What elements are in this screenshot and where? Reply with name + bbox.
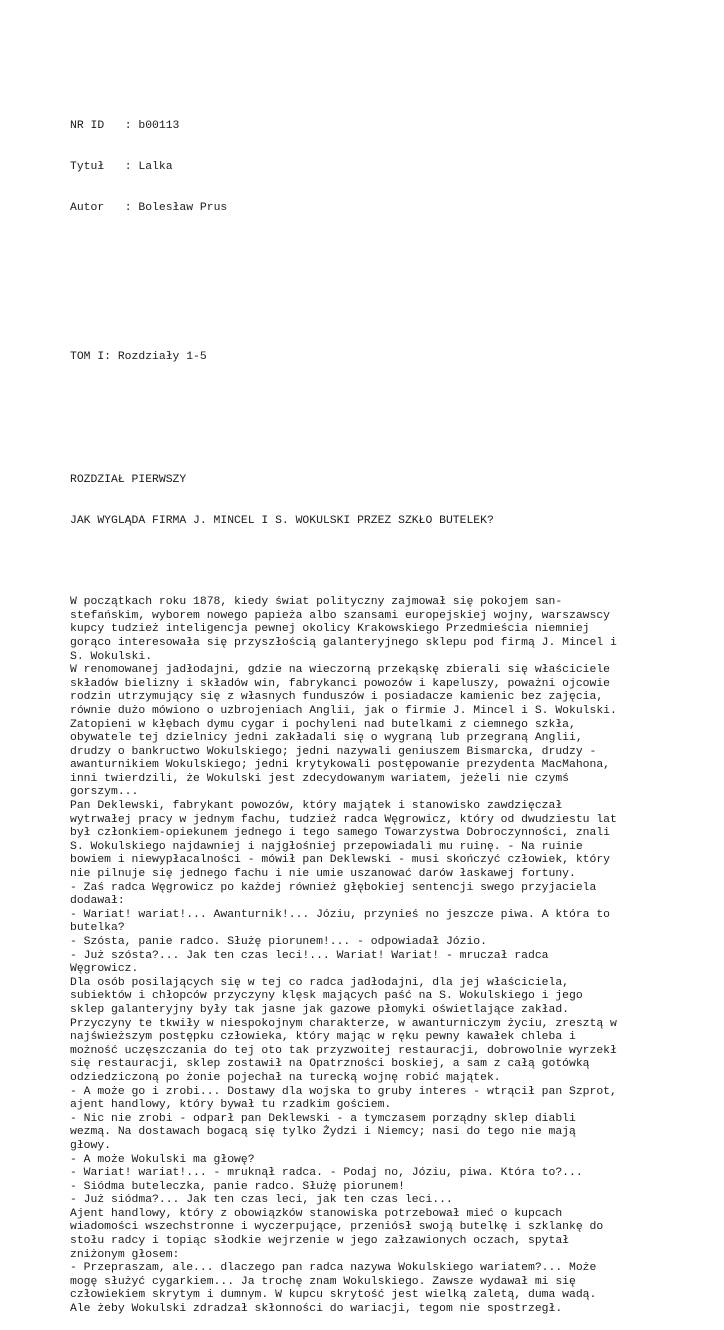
text-line: odziedziczoną po żonie pojechał na turecką wojnę robić majątek. (70, 1071, 501, 1084)
text-line: - A może go i zrobi... Dostawy dla wojska to gruby interes - wtrącił pan Szprot, (70, 1085, 617, 1098)
text-line: - Nic nie zrobi - odparł pan Deklewski - a tymczasem porządny sklep diabli (70, 1112, 576, 1125)
text-line: - Szósta, panie radco. Służę piorunem!... - odpowiadał Józio. (70, 936, 487, 948)
text-line: wytrwałej pracy w jednym fachu, tudzież radca Węgrowicz, który od dwudziestu lat (70, 813, 617, 826)
meta-value: b00113 (138, 120, 180, 133)
text-line: gorąco interesowała się przyszłością galanteryjnego sklepu pod firmą J. Mincel i (70, 636, 617, 649)
text-line: - Siódma buteleczka, panie radco. Służę piorunem! (70, 1180, 405, 1193)
text-line: ajent handlowy, który bywał tu rzadkim gościem. (70, 1099, 392, 1112)
text-line: bowiem i niewypłacalności - mówił pan Deklewski - musi skończyć człowiek, który (70, 854, 611, 867)
text-line: mogę służyć cygarkiem... Ja trochę znam Wokulskiego. Zawsze wydawał mi się (70, 1275, 576, 1288)
text-line: butelka? (70, 922, 125, 935)
text-line: się restauracji, sklep zostawił na Opatrzności boskiej, a sam z całą gotówką (70, 1058, 590, 1071)
text-line: gorszym... (70, 786, 139, 799)
text-line: Węgrowicz. (70, 963, 139, 976)
text-line: W początkach roku 1878, kiedy świat polityczny zajmował się pokojem san- (70, 596, 563, 609)
meta-nr-id: NR ID : b00113 (70, 120, 180, 133)
meta-label: Autor (70, 201, 105, 214)
text-line: wiadomości wszechstronne i wyczerpujące, przeniósł swoją butelkę i szklankę do (70, 1221, 604, 1234)
text-line: stefańskim, wyborem nowego papieża albo szansami europejskiej wojny, warszawscy (70, 609, 611, 622)
meta-value: Bolesław Prus (138, 201, 228, 214)
text-line: - Zaś radca Węgrowicz po każdej również głębokiej sentencji swego przyjaciela (70, 881, 597, 894)
text-line: awanturnikiem Wokulskiego; jedni krytykowali postępowanie prezydenta MacMahona, (70, 759, 611, 772)
text-line: Pan Deklewski, fabrykant powozów, który majątek i stanowisko zawdzięczał (70, 800, 563, 813)
text-line: wezmą. Na dostawach bogacą się tylko Żydzi i Niemcy; nasi do tego nie mają (70, 1126, 576, 1139)
text-line: składów bielizny i składów win, fabrykanci powozów i kapeluszy, poważni ojcowie (70, 677, 611, 690)
text-line: - Już siódma?... Jak ten czas leci, jak ten czas leci... (70, 1194, 453, 1207)
chapter-title: JAK WYGLĄDA FIRMA J. MINCEL I S. WOKULSKI PRZEZ SZKŁO BUTELEK? (70, 514, 494, 527)
text-line: Dla osób posilających się w tej co radca jadłodajni, dla jej właściciela, (70, 976, 569, 989)
text-line: rodzin utrzymujący się z własnych funduszów i posiadacze kamienic bez zajęcia, (70, 691, 604, 704)
text-line: zniżonym głosem: (70, 1248, 180, 1261)
text-line: inni twierdzili, że Wokulski jest zdecydowanym wariatem, jeżeli nie czymś (70, 772, 569, 785)
text-line: - Przepraszam, ale... dlaczego pan radca nazywa Wokulskiego wariatem?... Może (70, 1262, 597, 1275)
text-line: nie pilnuje się jednego fachu i nie umie uszanować darów łaskawej fortuny. (70, 868, 576, 881)
text-line: - Wariat! wariat!... - mruknął radca. - Podaj no, Józiu, piwa. Która to?... (70, 1167, 583, 1180)
body-text (70, 596, 670, 1316)
text-line: stołu radcy i topiąc słodkie wejrzenie w jego załzawionych oczach, spytał (70, 1235, 569, 1248)
text-line: głowy. (70, 1139, 112, 1152)
text-line: dodawał: (70, 895, 125, 908)
text-line: subiektów i chłopców przyczyny klęsk mających paść na S. Wokulskiego i jego (70, 990, 583, 1003)
text-line: S. Wokulskiego najdawniej i najgłośniej przepowiadali mu ruinę. - Na ruinie (70, 840, 583, 853)
meta-title: Tytuł : Lalka (70, 161, 173, 174)
text-line: drudzy o bankructwo Wokulskiego; jedni nazywali geniuszem Bismarcka, drudzy - (70, 745, 597, 758)
text-line: Ajent handlowy, który z obowiązków stanowiska potrzebował mieć o kupcach (70, 1207, 563, 1220)
text-line: obywatele tej dzielnicy jedni zakładali się o wygraną lub przegraną Anglii, (70, 732, 583, 745)
text-line: Przyczyny te tkwiły w niespokojnym charakterze, w awanturniczym życiu, zresztą w (70, 1017, 617, 1030)
text-line: - Już szósta?... Jak ten czas leci!... Wariat! Wariat! - mruczał radca (70, 949, 549, 962)
meta-author: Autor : Bolesław Prus (70, 201, 228, 214)
meta-value: Lalka (138, 161, 173, 174)
meta-label: NR ID (70, 120, 105, 133)
chapter-number: ROZDZIAŁ PIERWSZY (70, 473, 187, 486)
text-line: równie dużo mówiono o uzbrojeniach Anglii, jak o firmie J. Mincel i S. Wokulski. (70, 704, 617, 717)
text-line: - Wariat! wariat!... Awanturnik!... Józiu, przynieś no jeszcze piwa. A która to (70, 908, 611, 921)
text-line: był członkiem-opiekunem jednego i tego samego Towarzystwa Dobroczynności, znali (70, 827, 611, 840)
metadata-block (70, 93, 670, 243)
text-line: sklep galanteryjny były tak jasne jak gazowe płomyki oświetlające zakład. (70, 1003, 569, 1016)
text-line: - A może Wokulski ma głowę? (70, 1153, 255, 1166)
volume-heading: TOM I: Rozdziały 1-5 (70, 351, 207, 364)
text-line: najświeższym postępku człowieka, który mając w ręku pewny kawałek chleba i (70, 1031, 576, 1044)
text-line: kupcy tudzież inteligencja pewnej okolicy Krakowskiego Przedmieścia niemniej (70, 623, 590, 636)
document-page (70, 66, 670, 1330)
text-line: człowiekiem skrytym i dumnym. W kupcu skrytość jest wielką zaletą, duma wadą. (70, 1289, 597, 1302)
text-line: Ale żeby Wokulski zdradzał skłonności do wariacji, tegom nie spostrzegł. (70, 1303, 563, 1316)
text-line: Zatopieni w kłębach dymu cygar i pochyleni nad butelkami z ciemnego szkła, (70, 718, 576, 731)
text-line: S. Wokulski. (70, 650, 153, 663)
meta-label: Tytuł (70, 161, 105, 174)
text-line: możność uczęszczania do tej oto tak przyzwoitej restauracji, dobrowolnie wyrzekł (70, 1044, 617, 1057)
text-line: W renomowanej jadłodajni, gdzie na wieczorną przekąskę zbierali się właściciele (70, 664, 611, 677)
